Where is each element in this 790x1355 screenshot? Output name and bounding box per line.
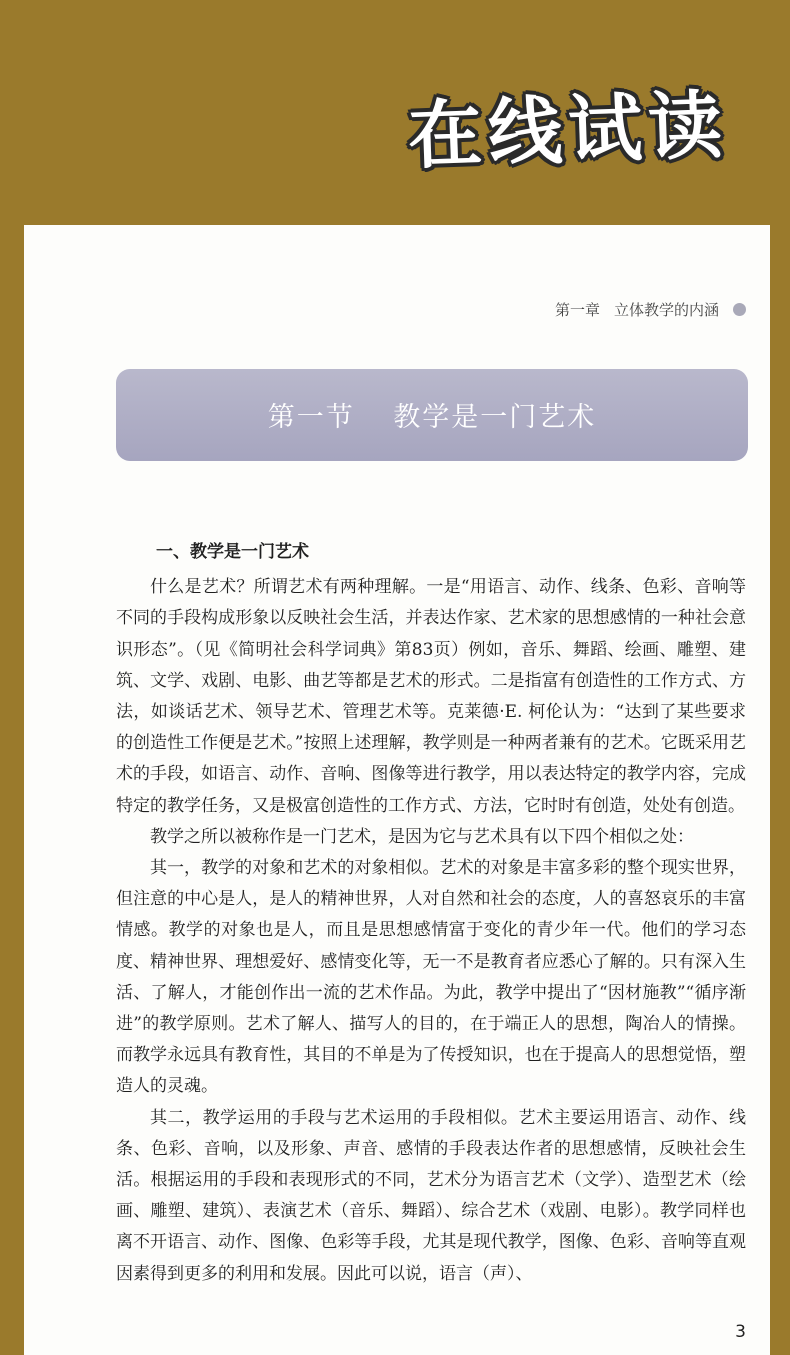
body-text [116,537,746,1290]
section-title-box [116,369,748,461]
chapter-title: 立体教学的内涵 [613,301,719,319]
bullet-dot-icon [733,303,746,316]
paragraph: 教学之所以被称作是一门艺术，是因为它与艺术具有以下四个相似之处： [150,826,694,847]
paragraph: 其一，教学的对象和艺术的对象相似。艺术的对象是丰富多彩的整个现实世界，但注意的中心是人，是人的精神世界，人对自然和社会的态度，人的喜怒哀乐的丰富情感。教学的对象也是人，而且是思想感情富于变化的青少年一代。他们的学习态度、精神世界、理想爱好、感情变化等，无一不是教育者应悉心了解的。只有深入生活、了解人，才能创作出一流的艺术作品。为此，教学中提出了“因材施教”“循序渐进”的教学原则。艺术了解人、描写人的目的，在于端正人的思想，陶冶人的情操。而教学永远具有教育性，其目的不单是为了传授知识，也在于提高人的思想觉悟，塑造人的灵魂。 [116,858,746,1097]
book-page [24,225,770,1355]
page-number: 3 [735,1322,746,1342]
running-head [555,299,746,320]
section-title: 第一节 教学是一门艺术 [267,402,597,433]
paragraph: 其二，教学运用的手段与艺术运用的手段相似。艺术主要运用语言、动作、线条、色彩、音响，以及形象、声音、感情的手段表达作者的思想感情，反映社会生活。根据运用的手段和表现形式的不同，艺术分为语言艺术（文学）、造型艺术（绘画、雕塑、建筑）、表演艺术（音乐、舞蹈）、综合艺术（戏剧、电影）。教学同样也离不开语言、动作、图像、色彩等手段，尤其是现代教学，图像、色彩、音响等直观因素得到更多的利用和发展。因此可以说，语言（声）、 [116,1107,746,1284]
banner-title: 在线试读 [406,82,730,180]
paragraph: 什么是艺术？所谓艺术有两种理解。一是“用语言、动作、线条、色彩、音响等不同的手段构成形象以反映社会生活，并表达作家、艺术家的思想感情的一种社会意识形态”。（见《简明社会科学词典》第83页）例如，音乐、舞蹈、绘画、雕塑、建筑、文学、戏剧、电影、曲艺等都是艺术的形式。二是指富有创造性的工作方式、方法，如谈话艺术、领导艺术、管理艺术等。克莱德·E. 柯伦认为：“达到了某些要求的创造性工作便是艺术。”按照上述理解，教学则是一种两者兼有的艺术。它既采用艺术的手段，如语言、动作、音响、图像等进行教学，用以表达特定的教学内容，完成特定的教学任务，又是极富创造性的工作方式、方法，它时时有创造，处处有创造。 [116,577,746,816]
chapter-label: 第一章 [554,301,600,319]
subsection-heading: 一、教学是一门艺术 [156,542,309,562]
header-banner [0,0,790,225]
